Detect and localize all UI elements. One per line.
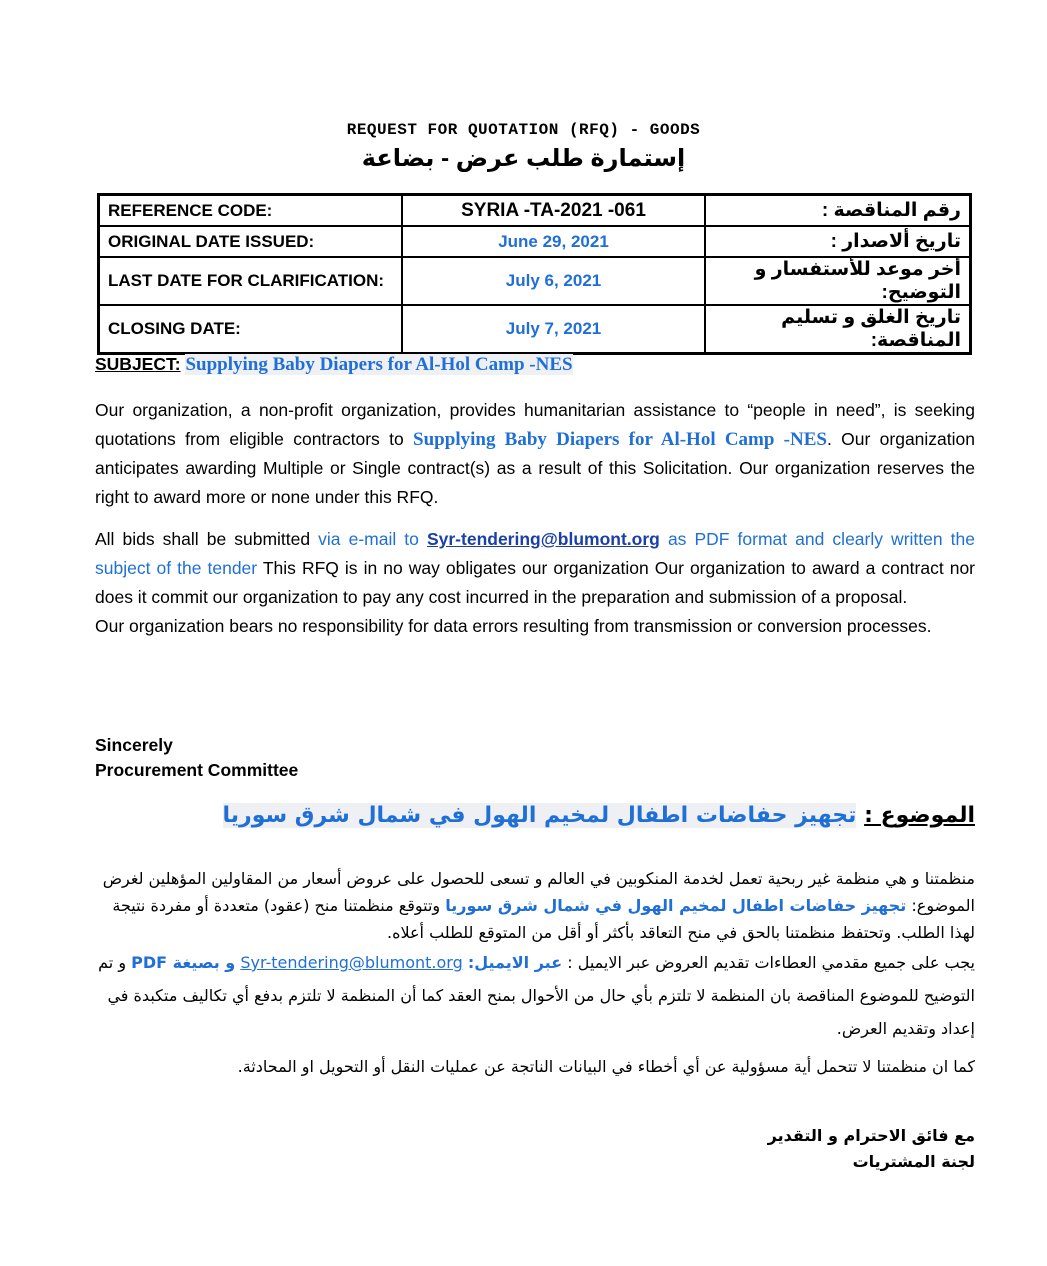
submission-text-a: All bids shall be submitted [95,529,311,549]
date-issued-label-ar: تاريخ ألاصدار : [705,226,971,257]
intro-text-a: Our organization, a non-profit organization, provides humanitarian assistance to “people in need”, is seeking quotations from eligible contractors to [95,400,975,449]
clarification-date-value: July 6, 2021 [402,257,705,305]
table-row [99,195,971,227]
responsibility-text: Our organization bears no responsibility for data errors resulting from transmission or conversion processes. [95,616,932,636]
subject-line-arabic [95,803,975,828]
signature-line-1-ar: مع فائق الاحترام و التقدير [767,1126,975,1145]
table-row [99,226,971,257]
submission-text-b: This RFQ is in no way obligates our organization Our organization to award a contract nor does it commit our organization to pay any cost incurred in the preparation and submission of a proposal. [95,558,976,607]
submission-text-a-ar: يجب على جميع مقدمي العطاءات تقديم العروض عبر الايميل : [567,953,975,972]
subject-label: SUBJECT: [95,354,181,374]
title-english: REQUEST FOR QUOTATION (RFQ) - GOODS [346,121,701,139]
subject-label-ar: الموضوع : [864,803,975,828]
submission-text-b-ar: و تم التوضيح للموضوع المناقصة بان المنظمة لا تلتزم بأي حال من الأحوال بمنح العقد كما أن المنظمة لا تلتزم بدفع أي تكاليف متكبدة في إعداد وتقديم العرض. [98,953,975,1038]
submission-via-ar: عبر الايميل: [467,953,563,972]
signature-arabic [95,1123,975,1175]
submission-email-link[interactable]: Syr-tendering@blumont.org [426,529,660,549]
subject-value-ar: تجهيز حفاضات اطفال لمخيم الهول في شمال شرق سوريا [222,803,857,828]
reference-code-label-ar: رقم المناقصة : [705,195,971,227]
table-row [99,305,971,354]
clarification-date-label: LAST DATE FOR CLARIFICATION: [99,257,403,305]
intro-subject: Supplying Baby Diapers for Al-Hol Camp -NES [413,429,827,450]
subject-line [95,354,573,376]
paragraph-intro-arabic [95,865,975,946]
submission-format: as PDF format and clearly written the subject of the tender [95,529,975,578]
paragraph-submission [95,525,975,641]
closing-date-value: July 7, 2021 [402,305,705,354]
closing-date-label-ar: تاريخ الغلق و تسليم المناقصة: [705,305,971,354]
date-issued-value: June 29, 2021 [402,226,705,257]
paragraph-responsibility-arabic [95,1057,975,1076]
signature-line-2: Procurement Committee [95,760,299,780]
table-row [99,257,971,305]
submission-via: via e-mail to [318,529,419,549]
reference-code-label: REFERENCE CODE: [99,195,403,227]
paragraph-intro [95,396,975,512]
submission-format-ar: و بصيغة PDF [131,953,236,972]
title-arabic: إستمارة طلب عرض - بضاعة [361,145,686,172]
signature-line-2-ar: لجنة المشتريات [852,1152,975,1171]
intro-text-b: . Our organization anticipates awarding Multiple or Single contract(s) as a result of this Solicitation. Our organization reserves the right to award more or none under this RFQ. [95,429,976,507]
closing-date-label: CLOSING DATE: [99,305,403,354]
intro-text-a-ar: منظمتنا و هي منظمة غير ربحية تعمل لخدمة المنكوبين في العالم و تسعى للحصول على عروض أسعار من المقاولين المؤهلين لغرض الموضوع: [102,869,975,915]
rfq-info-table [97,193,972,355]
signature-line-1: Sincerely [95,735,173,755]
intro-text-b-ar: وتتوقع منظمتنا منح (عقود) متعددة أو مفردة نتيجة لهذا الطلب. وتحتفظ منظمتنا بالحق في منح التعاقد بأكثر أو أقل من المتوقع للطلب أعلاه. [112,896,975,942]
paragraph-submission-arabic [95,946,975,1045]
date-issued-label: ORIGINAL DATE ISSUED: [99,226,403,257]
subject-value: Supplying Baby Diapers for Al-Hol Camp -NES [185,354,573,375]
signature-english [95,733,298,783]
responsibility-text-ar: كما ان منظمتنا لا تتحمل أية مسؤولية عن أي أخطاء في البيانات الناتجة عن عمليات النقل أو التحويل او المحادثة. [237,1057,975,1076]
clarification-date-label-ar: أخر موعد للأستفسار و التوضيح: [705,257,971,305]
submission-email-link-ar[interactable]: Syr-tendering@blumont.org [240,953,463,972]
intro-subject-ar: تجهيز حفاضات اطفال لمخيم الهول في شمال شرق سوريا [445,896,907,915]
reference-code-value: SYRIA -TA-2021 -061 [402,195,705,227]
